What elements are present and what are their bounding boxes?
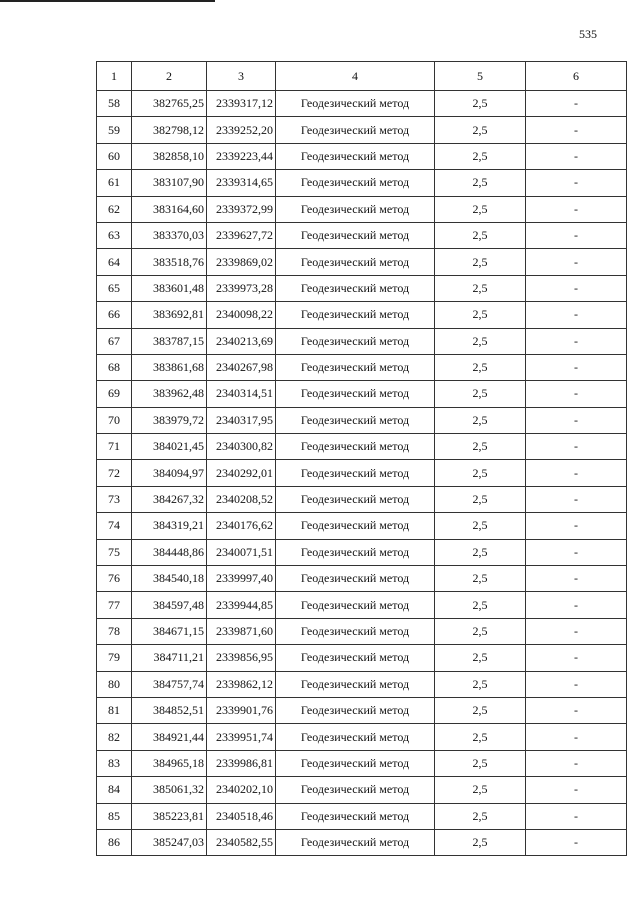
y-coordinate-cell: 2340292,01	[207, 460, 276, 486]
table-row	[97, 222, 627, 248]
y-coordinate-cell: 2340098,22	[207, 302, 276, 328]
note-cell: -	[526, 724, 627, 750]
accuracy-cell: 2,5	[435, 222, 526, 248]
point-number-cell: 58	[97, 91, 132, 117]
table-row	[97, 170, 627, 196]
method-cell: Геодезический метод	[276, 328, 435, 354]
x-coordinate-cell: 384021,45	[132, 434, 207, 460]
x-coordinate-cell: 383107,90	[132, 170, 207, 196]
y-coordinate-cell: 2340314,51	[207, 381, 276, 407]
note-cell: -	[526, 196, 627, 222]
x-coordinate-cell: 384540,18	[132, 566, 207, 592]
accuracy-cell: 2,5	[435, 513, 526, 539]
accuracy-cell: 2,5	[435, 697, 526, 723]
y-coordinate-cell: 2339223,44	[207, 143, 276, 169]
x-coordinate-cell: 384965,18	[132, 750, 207, 776]
table-row	[97, 750, 627, 776]
method-cell: Геодезический метод	[276, 671, 435, 697]
x-coordinate-cell: 384852,51	[132, 697, 207, 723]
point-number-cell: 77	[97, 592, 132, 618]
accuracy-cell: 2,5	[435, 381, 526, 407]
header-col-2: 2	[132, 62, 207, 91]
point-number-cell: 65	[97, 275, 132, 301]
y-coordinate-cell: 2339986,81	[207, 750, 276, 776]
y-coordinate-cell: 2339973,28	[207, 275, 276, 301]
y-coordinate-cell: 2340317,95	[207, 407, 276, 433]
note-cell: -	[526, 513, 627, 539]
method-cell: Геодезический метод	[276, 592, 435, 618]
point-number-cell: 69	[97, 381, 132, 407]
table-row	[97, 777, 627, 803]
coordinates-table	[96, 61, 627, 856]
accuracy-cell: 2,5	[435, 460, 526, 486]
table-row	[97, 91, 627, 117]
accuracy-cell: 2,5	[435, 302, 526, 328]
table-row	[97, 539, 627, 565]
table-row	[97, 566, 627, 592]
y-coordinate-cell: 2339997,40	[207, 566, 276, 592]
table-row	[97, 592, 627, 618]
note-cell: -	[526, 592, 627, 618]
accuracy-cell: 2,5	[435, 803, 526, 829]
accuracy-cell: 2,5	[435, 117, 526, 143]
accuracy-cell: 2,5	[435, 777, 526, 803]
note-cell: -	[526, 249, 627, 275]
accuracy-cell: 2,5	[435, 750, 526, 776]
note-cell: -	[526, 407, 627, 433]
accuracy-cell: 2,5	[435, 566, 526, 592]
method-cell: Геодезический метод	[276, 249, 435, 275]
point-number-cell: 59	[97, 117, 132, 143]
note-cell: -	[526, 539, 627, 565]
method-cell: Геодезический метод	[276, 143, 435, 169]
y-coordinate-cell: 2339317,12	[207, 91, 276, 117]
method-cell: Геодезический метод	[276, 117, 435, 143]
method-cell: Геодезический метод	[276, 196, 435, 222]
table-row	[97, 724, 627, 750]
page-number: 535	[579, 27, 597, 41]
x-coordinate-cell: 383979,72	[132, 407, 207, 433]
point-number-cell: 66	[97, 302, 132, 328]
x-coordinate-cell: 383962,48	[132, 381, 207, 407]
point-number-cell: 85	[97, 803, 132, 829]
x-coordinate-cell: 383370,03	[132, 222, 207, 248]
x-coordinate-cell: 383692,81	[132, 302, 207, 328]
x-coordinate-cell: 384094,97	[132, 460, 207, 486]
table-row	[97, 486, 627, 512]
note-cell: -	[526, 460, 627, 486]
table-body	[97, 91, 627, 856]
table-row	[97, 196, 627, 222]
point-number-cell: 68	[97, 354, 132, 380]
point-number-cell: 78	[97, 618, 132, 644]
method-cell: Геодезический метод	[276, 302, 435, 328]
header-col-6: 6	[526, 62, 627, 91]
point-number-cell: 81	[97, 697, 132, 723]
y-coordinate-cell: 2340071,51	[207, 539, 276, 565]
method-cell: Геодезический метод	[276, 803, 435, 829]
method-cell: Геодезический метод	[276, 645, 435, 671]
x-coordinate-cell: 384671,15	[132, 618, 207, 644]
table-row	[97, 354, 627, 380]
point-number-cell: 83	[97, 750, 132, 776]
table-row	[97, 618, 627, 644]
y-coordinate-cell: 2339944,85	[207, 592, 276, 618]
note-cell: -	[526, 618, 627, 644]
x-coordinate-cell: 382798,12	[132, 117, 207, 143]
point-number-cell: 62	[97, 196, 132, 222]
x-coordinate-cell: 383787,15	[132, 328, 207, 354]
accuracy-cell: 2,5	[435, 196, 526, 222]
y-coordinate-cell: 2339856,95	[207, 645, 276, 671]
y-coordinate-cell: 2339372,99	[207, 196, 276, 222]
method-cell: Геодезический метод	[276, 407, 435, 433]
method-cell: Геодезический метод	[276, 724, 435, 750]
note-cell: -	[526, 328, 627, 354]
header-col-5: 5	[435, 62, 526, 91]
x-coordinate-cell: 383164,60	[132, 196, 207, 222]
x-coordinate-cell: 385223,81	[132, 803, 207, 829]
y-coordinate-cell: 2339951,74	[207, 724, 276, 750]
method-cell: Геодезический метод	[276, 170, 435, 196]
y-coordinate-cell: 2340176,62	[207, 513, 276, 539]
y-coordinate-cell: 2340202,10	[207, 777, 276, 803]
note-cell: -	[526, 381, 627, 407]
method-cell: Геодезический метод	[276, 486, 435, 512]
note-cell: -	[526, 645, 627, 671]
y-coordinate-cell: 2340213,69	[207, 328, 276, 354]
accuracy-cell: 2,5	[435, 170, 526, 196]
x-coordinate-cell: 383518,76	[132, 249, 207, 275]
accuracy-cell: 2,5	[435, 724, 526, 750]
y-coordinate-cell: 2340582,55	[207, 829, 276, 855]
table-row	[97, 381, 627, 407]
point-number-cell: 71	[97, 434, 132, 460]
x-coordinate-cell: 384711,21	[132, 645, 207, 671]
y-coordinate-cell: 2339627,72	[207, 222, 276, 248]
point-number-cell: 63	[97, 222, 132, 248]
y-coordinate-cell: 2339252,20	[207, 117, 276, 143]
y-coordinate-cell: 2339901,76	[207, 697, 276, 723]
note-cell: -	[526, 302, 627, 328]
table-row	[97, 513, 627, 539]
accuracy-cell: 2,5	[435, 592, 526, 618]
method-cell: Геодезический метод	[276, 750, 435, 776]
y-coordinate-cell: 2339862,12	[207, 671, 276, 697]
y-coordinate-cell: 2339871,60	[207, 618, 276, 644]
table-row	[97, 117, 627, 143]
method-cell: Геодезический метод	[276, 222, 435, 248]
y-coordinate-cell: 2340518,46	[207, 803, 276, 829]
accuracy-cell: 2,5	[435, 539, 526, 565]
method-cell: Геодезический метод	[276, 539, 435, 565]
table-row	[97, 302, 627, 328]
accuracy-cell: 2,5	[435, 407, 526, 433]
table-row	[97, 460, 627, 486]
x-coordinate-cell: 384921,44	[132, 724, 207, 750]
note-cell: -	[526, 486, 627, 512]
method-cell: Геодезический метод	[276, 434, 435, 460]
x-coordinate-cell: 383861,68	[132, 354, 207, 380]
point-number-cell: 60	[97, 143, 132, 169]
point-number-cell: 75	[97, 539, 132, 565]
table-row	[97, 143, 627, 169]
x-coordinate-cell: 384267,32	[132, 486, 207, 512]
table-row	[97, 829, 627, 855]
note-cell: -	[526, 566, 627, 592]
point-number-cell: 79	[97, 645, 132, 671]
point-number-cell: 74	[97, 513, 132, 539]
note-cell: -	[526, 829, 627, 855]
x-coordinate-cell: 384448,86	[132, 539, 207, 565]
method-cell: Геодезический метод	[276, 354, 435, 380]
accuracy-cell: 2,5	[435, 671, 526, 697]
method-cell: Геодезический метод	[276, 777, 435, 803]
accuracy-cell: 2,5	[435, 143, 526, 169]
y-coordinate-cell: 2340300,82	[207, 434, 276, 460]
method-cell: Геодезический метод	[276, 460, 435, 486]
accuracy-cell: 2,5	[435, 645, 526, 671]
x-coordinate-cell: 385247,03	[132, 829, 207, 855]
table-row	[97, 407, 627, 433]
method-cell: Геодезический метод	[276, 618, 435, 644]
note-cell: -	[526, 777, 627, 803]
point-number-cell: 64	[97, 249, 132, 275]
note-cell: -	[526, 222, 627, 248]
method-cell: Геодезический метод	[276, 829, 435, 855]
x-coordinate-cell: 382765,25	[132, 91, 207, 117]
accuracy-cell: 2,5	[435, 249, 526, 275]
accuracy-cell: 2,5	[435, 275, 526, 301]
point-number-cell: 82	[97, 724, 132, 750]
point-number-cell: 67	[97, 328, 132, 354]
accuracy-cell: 2,5	[435, 829, 526, 855]
method-cell: Геодезический метод	[276, 513, 435, 539]
y-coordinate-cell: 2339314,65	[207, 170, 276, 196]
x-coordinate-cell: 382858,10	[132, 143, 207, 169]
y-coordinate-cell: 2339869,02	[207, 249, 276, 275]
method-cell: Геодезический метод	[276, 697, 435, 723]
x-coordinate-cell: 383601,48	[132, 275, 207, 301]
table-row	[97, 249, 627, 275]
table-header	[97, 62, 627, 91]
method-cell: Геодезический метод	[276, 275, 435, 301]
table-row	[97, 671, 627, 697]
table-row	[97, 434, 627, 460]
table-row	[97, 697, 627, 723]
point-number-cell: 86	[97, 829, 132, 855]
note-cell: -	[526, 143, 627, 169]
note-cell: -	[526, 117, 627, 143]
note-cell: -	[526, 170, 627, 196]
point-number-cell: 72	[97, 460, 132, 486]
y-coordinate-cell: 2340267,98	[207, 354, 276, 380]
accuracy-cell: 2,5	[435, 328, 526, 354]
point-number-cell: 76	[97, 566, 132, 592]
note-cell: -	[526, 434, 627, 460]
note-cell: -	[526, 275, 627, 301]
method-cell: Геодезический метод	[276, 91, 435, 117]
point-number-cell: 80	[97, 671, 132, 697]
note-cell: -	[526, 750, 627, 776]
point-number-cell: 73	[97, 486, 132, 512]
point-number-cell: 70	[97, 407, 132, 433]
table-row	[97, 803, 627, 829]
table-row	[97, 328, 627, 354]
header-col-4: 4	[276, 62, 435, 91]
y-coordinate-cell: 2340208,52	[207, 486, 276, 512]
scan-edge-line	[0, 0, 215, 2]
note-cell: -	[526, 91, 627, 117]
table-row	[97, 275, 627, 301]
x-coordinate-cell: 384597,48	[132, 592, 207, 618]
note-cell: -	[526, 803, 627, 829]
point-number-cell: 84	[97, 777, 132, 803]
note-cell: -	[526, 354, 627, 380]
x-coordinate-cell: 384757,74	[132, 671, 207, 697]
accuracy-cell: 2,5	[435, 434, 526, 460]
accuracy-cell: 2,5	[435, 618, 526, 644]
x-coordinate-cell: 384319,21	[132, 513, 207, 539]
x-coordinate-cell: 385061,32	[132, 777, 207, 803]
accuracy-cell: 2,5	[435, 354, 526, 380]
point-number-cell: 61	[97, 170, 132, 196]
method-cell: Геодезический метод	[276, 566, 435, 592]
method-cell: Геодезический метод	[276, 381, 435, 407]
header-col-3: 3	[207, 62, 276, 91]
note-cell: -	[526, 697, 627, 723]
accuracy-cell: 2,5	[435, 486, 526, 512]
note-cell: -	[526, 671, 627, 697]
accuracy-cell: 2,5	[435, 91, 526, 117]
header-col-1: 1	[97, 62, 132, 91]
table-row	[97, 645, 627, 671]
header-row	[97, 62, 627, 91]
